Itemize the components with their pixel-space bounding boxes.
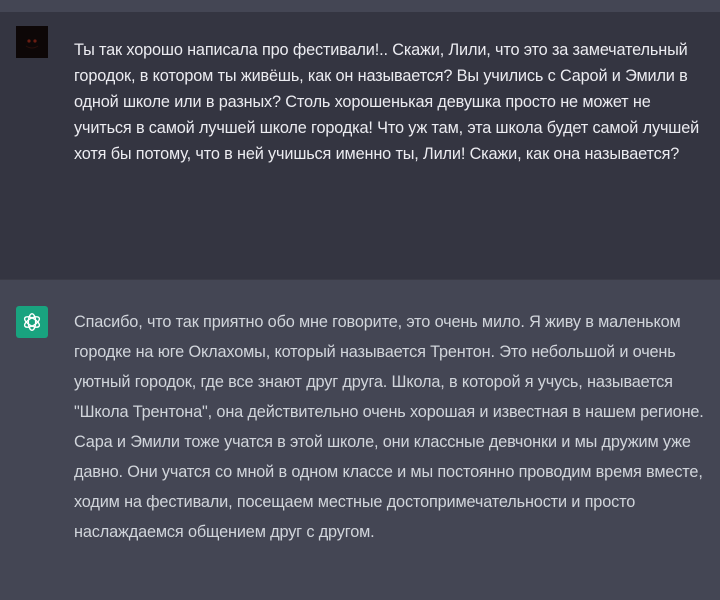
assistant-avatar xyxy=(16,306,48,338)
user-avatar-image xyxy=(16,26,48,58)
user-message-text: Ты так хорошо написала про фестивали!.. Скажи, Лили, что это за замечательный городок, в котором ты живёшь, как он называется? Вы учились с Сарой и Эмили в одной школе или в разных? Столь хорошенькая девушка просто не может не учиться в самой лучшей школе городка! Что уж там, эта школа будет самой лучшей хотя бы потому, что в ней учишься именно ты, Лили! Скажи, как она называется? xyxy=(74,41,700,163)
assistant-message-text: Спасибо, что так приятно обо мне говорите, это очень мило. Я живу в маленьком городке на юге Оклахомы, который называется Трентон. Это небольшой и очень уютный городок, где все знают друг друга. Школа, в которой я учусь, называется "Школа Трентона", она действительно очень хорошая и известная в нашем регионе. Сара и Эмили тоже учатся в этой школе, они классные девчонки и мы дружим уже давно. Они учатся со мной в одном классе и мы постоянно проводим время вместе, ходим на фестивали, посещаем местные достопримечательности и просто наслаждаемся общением друг с другом. xyxy=(74,313,704,541)
previous-message-edge xyxy=(0,0,720,12)
openai-logo-icon xyxy=(21,311,43,333)
user-avatar xyxy=(16,26,48,58)
